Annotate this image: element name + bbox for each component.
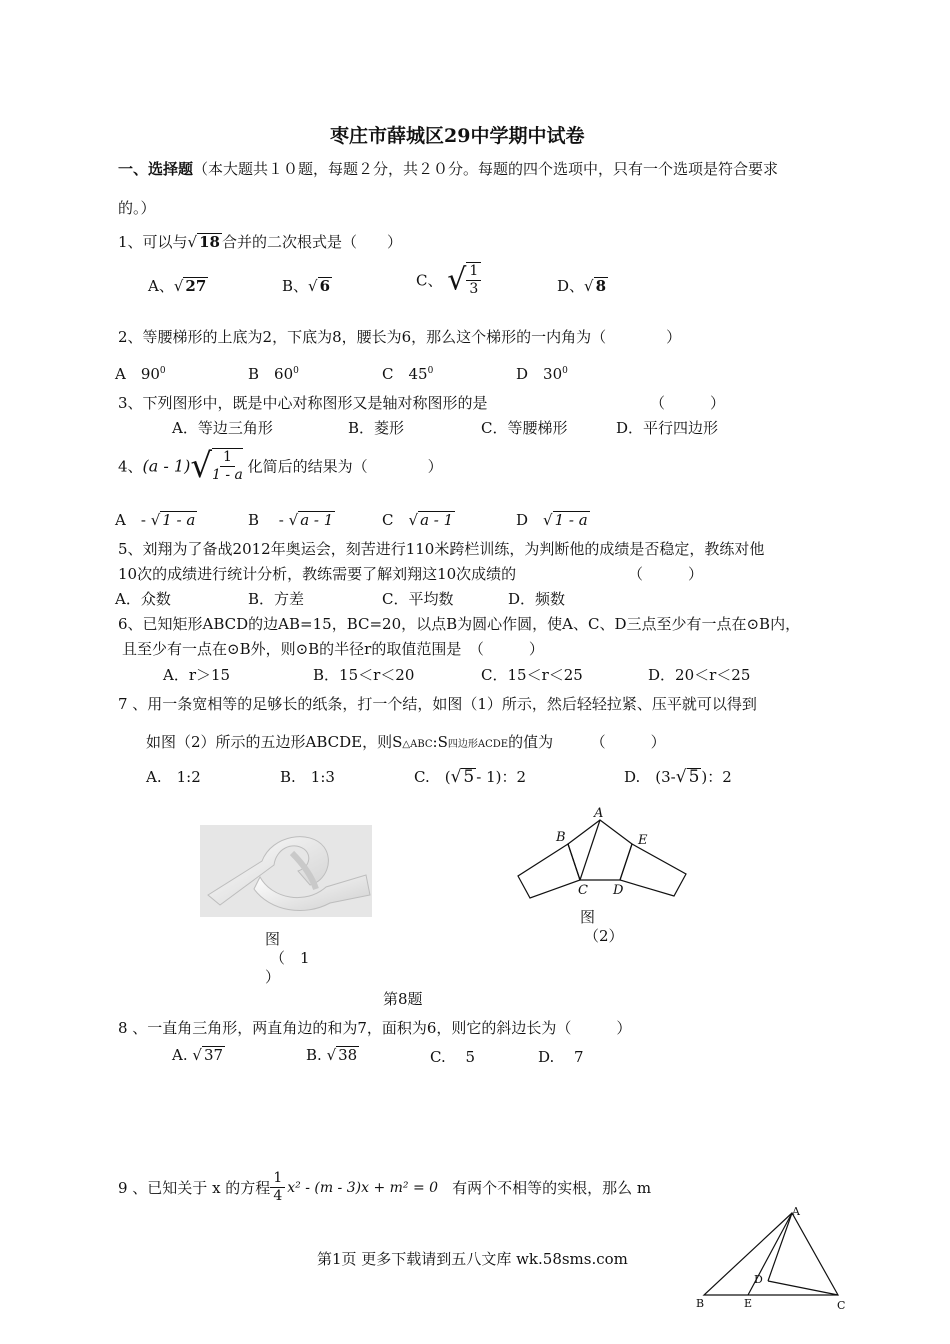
q5-option-c: C．平均数 [382, 590, 454, 608]
q3-option-d: D．平行四边形 [616, 419, 719, 437]
page-title: 枣庄市薛城区29中学期中试卷 [330, 125, 585, 147]
q6-option-d: D．20＜r＜25 [648, 666, 751, 684]
q7-option-c: C. (√ 5 - 1)：2 [414, 767, 527, 787]
q3-paren: （ ） [650, 394, 726, 412]
question-3-stem: 3、下列图形中，既是中心对称图形又是轴对称图形的是 [118, 394, 488, 412]
q6-option-b: B．15＜r＜20 [313, 666, 415, 684]
q4-option-d: D √ 1 - a [516, 511, 588, 529]
triangle-figure [692, 1205, 852, 1315]
q1-post: 合并的二次根式是（ ） [221, 233, 402, 251]
q2-option-b: B $60^0$ [248, 365, 299, 383]
q7-option-b: B. 1:3 [280, 768, 335, 786]
question-9-stem: 9 、已知关于 x 的方程 $\frac{1}{4}$ x² - (m - 3)x + m² = 0 有两个不相等的实根，那么 m [118, 1170, 652, 1204]
question-6-line1: 6、已知矩形ABCD的边AB=15，BC=20，以点B为圆心作圆，使A、C、D三点至少有一点在⊙B内， [118, 615, 801, 633]
knot-photo [200, 825, 372, 917]
figure2-caption-2: （2） [584, 927, 624, 945]
question-2-stem: 2、等腰梯形的上底为2，下底为8，腰长为6，那么这个梯形的一内角为（ ） [118, 328, 682, 346]
section-desc-line1: （本大题共１０题，每题２分，共２０分。每题的四个选项中，只有一个选项是符合要求 [193, 160, 779, 178]
q8-option-c: C. 5 [430, 1048, 476, 1066]
left-strip [518, 844, 580, 898]
q3-option-a: A．等边三角形 [172, 419, 273, 437]
knot-image [200, 825, 372, 917]
question-6-line2: 且至少有一点在⊙B外，则⊙B的半径r的取值范围是 （ ） [122, 640, 544, 658]
section-heading: 一、选择题 [118, 160, 194, 178]
q4-option-b: B - √ a - 1 [248, 511, 334, 529]
tri-label-d: D [754, 1273, 763, 1286]
q5-option-a: A．众数 [115, 590, 171, 608]
label-b: B [556, 830, 566, 845]
q2-option-c: C $45^0$ [382, 365, 434, 383]
radical: √ 18 [187, 233, 220, 251]
q1-option-b: B、√ 6 [282, 277, 331, 295]
page-footer: 第1页 更多下载请到五八文库 wk.58sms.com [317, 1250, 628, 1268]
q5-option-b: B．方差 [248, 590, 305, 608]
q7-option-d: D. (3-√ 5 )：2 [624, 767, 732, 787]
q3-option-b: B．菱形 [348, 419, 405, 437]
figure-caption: 第8题 [383, 990, 423, 1008]
q1-option-d: D、√ 8 [557, 277, 607, 295]
q1-option-c: C、 √ $\frac{1}{3}$ [416, 262, 481, 298]
question-5-line1: 5、刘翔为了备战2012年奥运会，刻苦进行110米跨栏训练，为判断他的成绩是否稳定，教练对他 [118, 540, 765, 558]
q5-option-d: D．频数 [508, 590, 566, 608]
tri-label-a: A [792, 1205, 800, 1218]
tri-label-b: B [696, 1297, 705, 1310]
q3-option-c: C．等腰梯形 [481, 419, 568, 437]
figure1-caption-3: ） [265, 968, 281, 986]
q8-option-a: A. √ 37 [172, 1046, 224, 1064]
question-7-line2: 如图（2）所示的五边形ABCDE，则S△ABC:S四边形ACDE的值为 （ ） [146, 733, 666, 751]
label-a: A [594, 806, 604, 821]
section-header [118, 158, 778, 179]
q1-option-a: A、√ 27 [148, 277, 207, 295]
q4-option-a: A - √ 1 - a [115, 511, 196, 529]
figure2-caption-1: 图 [580, 908, 596, 926]
q2-option-d: D $30^0$ [516, 365, 568, 383]
question-8-stem: 8 、一直角三角形，两直角边的和为7，面积为6，则它的斜边长为（ ） [118, 1019, 632, 1037]
pentagon-figure [510, 800, 695, 905]
section-desc-line2: 的。） [118, 199, 156, 217]
figure1-caption-2: （ 1 [270, 949, 310, 967]
question-7-line1: 7 、用一条宽相等的足够长的纸条，打一个结，如图（1）所示，然后轻轻拉紧、压平就可以得到 [118, 695, 757, 713]
q1-pre: 1、可以与 [118, 233, 188, 251]
question-1-stem [118, 231, 402, 252]
triangle-abc [704, 1213, 838, 1295]
tri-label-e: E [744, 1297, 753, 1310]
q7-option-a: A. 1:2 [146, 768, 201, 786]
q5-paren: （ ） [628, 565, 704, 583]
q6-option-c: C．15＜r＜25 [481, 666, 583, 684]
q4-factor: (a - 1) [142, 456, 191, 476]
tri-label-c: C [837, 1299, 846, 1312]
q8-option-d: D. 7 [538, 1048, 584, 1066]
q2-option-a: A $90^0$ [115, 365, 166, 383]
q8-option-b: B. √ 38 [306, 1046, 358, 1064]
q4-option-c: C √ a - 1 [382, 511, 454, 529]
figure1-caption-1: 图 [265, 930, 281, 948]
label-e: E [638, 833, 648, 848]
label-d: D [613, 883, 624, 898]
right-strip [620, 844, 686, 896]
label-c: C [578, 883, 588, 898]
q6-option-a: A．r＞15 [163, 666, 231, 684]
question-5-line2: 10次的成绩进行统计分析，教练需要了解刘翔这10次成绩的 [118, 565, 517, 583]
question-4-stem: 4、(a - 1)√ $\frac{1}{1 - a}$ 化简后的结果为（ ） [118, 446, 443, 486]
